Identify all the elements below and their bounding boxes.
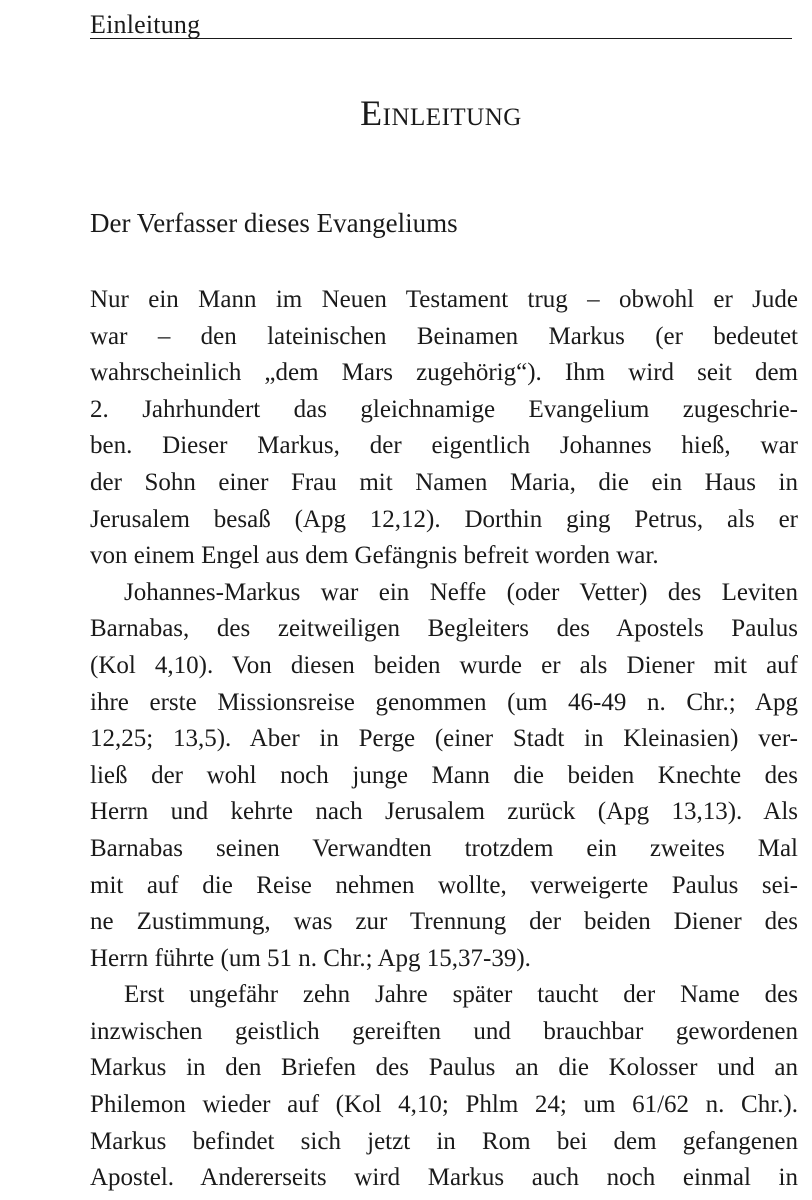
text-line: ben. Dieser Markus, der eigentlich Johannes hieß, war (90, 432, 798, 460)
text-line: Herrn führte (um 51 n. Chr.; Apg 15,37-39). (90, 944, 531, 972)
text-line: inzwischen geistlich gereiften und brauchbar gewordenen (90, 1017, 798, 1045)
text-line: Barnabas, des zeitweiligen Begleiters des Apostels Paulus (90, 615, 798, 643)
running-header-text: Einleitung (90, 10, 201, 39)
body-text (90, 282, 798, 1197)
text-line: wahrscheinlich „dem Mars zugehörig“). Ihm wird seit dem (90, 359, 798, 387)
text-line: ihre erste Missionsreise genommen (um 46-49 n. Chr.; Apg (90, 688, 798, 716)
text-line: (Kol 4,10). Von diesen beiden wurde er als Diener mit auf (90, 651, 798, 679)
paragraph (90, 575, 798, 978)
section-heading: Der Verfasser dieses Evangeliums (90, 208, 458, 238)
text-line: Jerusalem besaß (Apg 12,12). Dorthin ging Petrus, als er (90, 505, 798, 533)
text-line: 12,25; 13,5). Aber in Perge (einer Stadt in Kleinasien) ver- (90, 725, 798, 753)
text-line: 2. Jahrhundert das gleichnamige Evangelium zugeschrie- (90, 395, 798, 423)
text-line: war – den lateinischen Beinamen Markus (er bedeutet (90, 322, 798, 350)
text-line: ließ der wohl noch junge Mann die beiden Knechte des (90, 761, 798, 789)
text-line: ne Zustimmung, was zur Trennung der beiden Diener des (90, 908, 798, 936)
text-line: Markus befindet sich jetzt in Rom bei dem gefangenen (90, 1127, 798, 1155)
text-line: Erst ungefähr zehn Jahre später taucht der Name des (124, 981, 798, 1009)
paragraph (90, 282, 798, 575)
text-line: Herrn und kehrte nach Jerusalem zurück (Apg 13,13). Als (90, 798, 798, 826)
running-header (90, 8, 792, 39)
chapter-title: Einleitung (360, 93, 522, 133)
text-line: Philemon wieder auf (Kol 4,10; Phlm 24; um 61/62 n. Chr.). (90, 1091, 798, 1119)
text-line: mit auf die Reise nehmen wollte, verweigerte Paulus sei- (90, 871, 798, 899)
text-line: der Sohn einer Frau mit Namen Maria, die ein Haus in (90, 468, 798, 496)
text-line: Markus in den Briefen des Paulus an die Kolosser und an (90, 1054, 798, 1082)
text-line: Johannes-Markus war ein Neffe (oder Vetter) des Leviten (124, 578, 798, 606)
text-line: Nur ein Mann im Neuen Testament trug – obwohl er Jude (90, 286, 798, 313)
text-line: Barnabas seinen Verwandten trotzdem ein zweites Mal (90, 834, 798, 862)
text-line: von einem Engel aus dem Gefängnis befreit worden war. (90, 542, 659, 570)
paragraph (90, 977, 798, 1197)
text-line: Apostel. Andererseits wird Markus auch noch einmal in (90, 1164, 798, 1192)
